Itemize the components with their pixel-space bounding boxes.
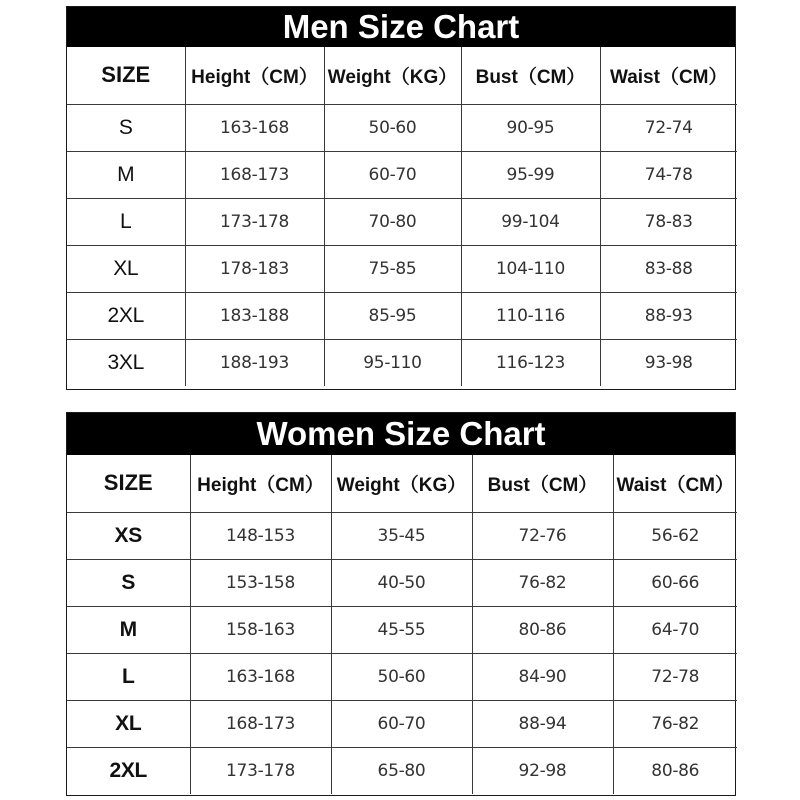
weight-cell: 50-60: [324, 104, 461, 151]
table-row: [67, 747, 737, 794]
bust-cell: 92-98: [472, 747, 613, 794]
header-row: [67, 455, 737, 512]
women-size-table: [67, 455, 737, 794]
size-cell: L: [67, 653, 190, 700]
table-row: [67, 151, 737, 198]
height-cell: 148-153: [190, 512, 331, 559]
size-cell: XL: [67, 700, 190, 747]
waist-cell: 76-82: [613, 700, 737, 747]
women-chart-title: Women Size Chart: [67, 413, 735, 455]
bust-cell: 104-110: [461, 245, 600, 292]
size-cell: S: [67, 559, 190, 606]
table-row: [67, 512, 737, 559]
table-row: [67, 606, 737, 653]
table-row: [67, 653, 737, 700]
height-cell: 178-183: [185, 245, 324, 292]
waist-cell: 88-93: [600, 292, 737, 339]
weight-cell: 65-80: [331, 747, 472, 794]
table-row: [67, 245, 737, 292]
men-size-chart: [66, 6, 736, 390]
waist-cell: 72-74: [600, 104, 737, 151]
header-bust: Bust（CM）: [472, 455, 613, 512]
header-weight: Weight（KG）: [324, 47, 461, 104]
height-cell: 188-193: [185, 339, 324, 386]
height-cell: 163-168: [190, 653, 331, 700]
header-bust: Bust（CM）: [461, 47, 600, 104]
weight-cell: 35-45: [331, 512, 472, 559]
weight-cell: 50-60: [331, 653, 472, 700]
waist-cell: 74-78: [600, 151, 737, 198]
weight-cell: 60-70: [331, 700, 472, 747]
height-cell: 168-173: [190, 700, 331, 747]
size-cell: 2XL: [67, 747, 190, 794]
bust-cell: 72-76: [472, 512, 613, 559]
waist-cell: 56-62: [613, 512, 737, 559]
header-size: SIZE: [67, 47, 185, 104]
waist-cell: 93-98: [600, 339, 737, 386]
weight-cell: 70-80: [324, 198, 461, 245]
bust-cell: 88-94: [472, 700, 613, 747]
size-cell: M: [67, 151, 185, 198]
waist-cell: 80-86: [613, 747, 737, 794]
weight-cell: 60-70: [324, 151, 461, 198]
header-weight: Weight（KG）: [331, 455, 472, 512]
header-waist: Waist（CM）: [613, 455, 737, 512]
weight-cell: 45-55: [331, 606, 472, 653]
header-size: SIZE: [67, 455, 190, 512]
height-cell: 153-158: [190, 559, 331, 606]
header-height: Height（CM）: [185, 47, 324, 104]
table-row: [67, 339, 737, 386]
men-size-table: [67, 47, 737, 386]
weight-cell: 75-85: [324, 245, 461, 292]
size-cell: 3XL: [67, 339, 185, 386]
size-cell: L: [67, 198, 185, 245]
height-cell: 163-168: [185, 104, 324, 151]
table-row: [67, 292, 737, 339]
height-cell: 158-163: [190, 606, 331, 653]
height-cell: 173-178: [190, 747, 331, 794]
size-cell: XL: [67, 245, 185, 292]
height-cell: 183-188: [185, 292, 324, 339]
waist-cell: 78-83: [600, 198, 737, 245]
size-cell: S: [67, 104, 185, 151]
bust-cell: 76-82: [472, 559, 613, 606]
waist-cell: 83-88: [600, 245, 737, 292]
height-cell: 168-173: [185, 151, 324, 198]
table-row: [67, 198, 737, 245]
header-row: [67, 47, 737, 104]
weight-cell: 95-110: [324, 339, 461, 386]
bust-cell: 90-95: [461, 104, 600, 151]
size-cell: XS: [67, 512, 190, 559]
size-cell: M: [67, 606, 190, 653]
table-row: [67, 700, 737, 747]
size-cell: 2XL: [67, 292, 185, 339]
bust-cell: 80-86: [472, 606, 613, 653]
bust-cell: 116-123: [461, 339, 600, 386]
weight-cell: 40-50: [331, 559, 472, 606]
men-chart-title: Men Size Chart: [67, 7, 735, 47]
bust-cell: 99-104: [461, 198, 600, 245]
table-row: [67, 559, 737, 606]
bust-cell: 110-116: [461, 292, 600, 339]
women-size-chart: [66, 412, 736, 796]
bust-cell: 95-99: [461, 151, 600, 198]
waist-cell: 64-70: [613, 606, 737, 653]
bust-cell: 84-90: [472, 653, 613, 700]
header-height: Height（CM）: [190, 455, 331, 512]
waist-cell: 60-66: [613, 559, 737, 606]
height-cell: 173-178: [185, 198, 324, 245]
waist-cell: 72-78: [613, 653, 737, 700]
table-row: [67, 104, 737, 151]
header-waist: Waist（CM）: [600, 47, 737, 104]
weight-cell: 85-95: [324, 292, 461, 339]
